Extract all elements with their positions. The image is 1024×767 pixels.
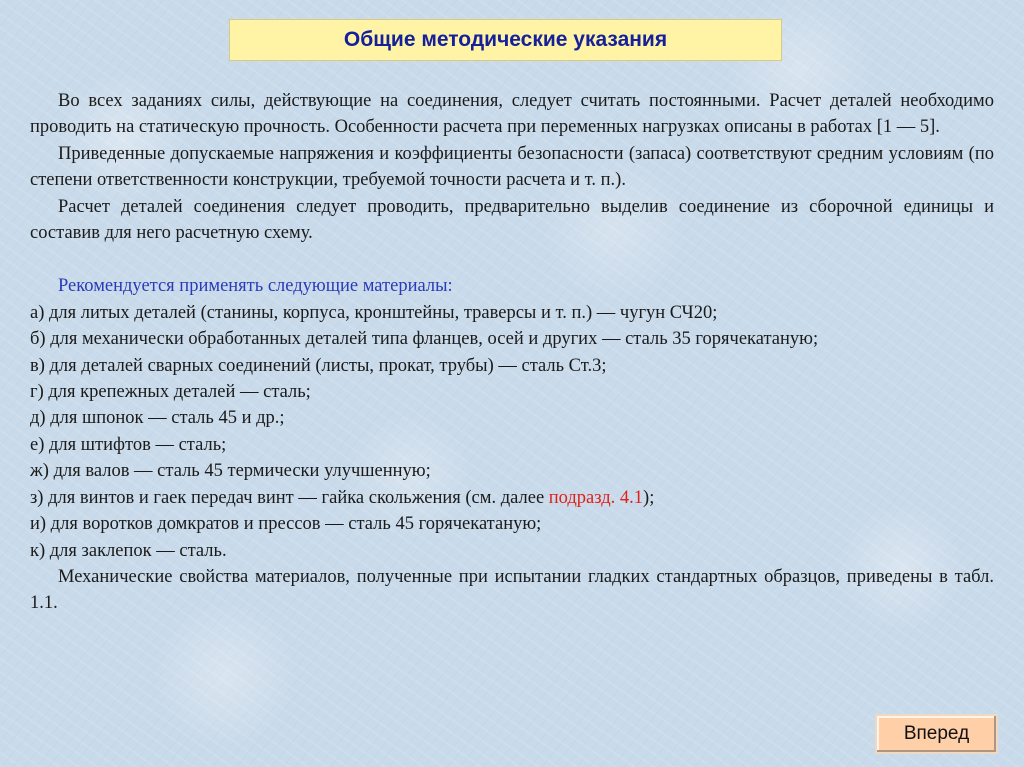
material-item-a: а) для литых деталей (станины, корпуса, кронштейны, траверсы и т. п.) — чугун СЧ20;: [30, 302, 718, 323]
page-title: Общие методические указания: [343, 28, 668, 51]
material-item-g: г) для крепежных деталей — сталь;: [30, 382, 311, 403]
material-item-i: и) для воротков домкратов и прессов — сталь 45 горячекатаную;: [30, 514, 542, 535]
paragraph-calculation-scheme: Расчет деталей соединения следует проводить, предварительно выделив соединение из сборочной единицы и составив для него расчетную схему.: [30, 196, 994, 244]
material-item-d: д) для шпонок — сталь 45 и др.;: [30, 408, 285, 429]
material-item-z-end: );: [643, 487, 655, 508]
title-banner: [229, 19, 782, 61]
material-item-e: е) для штифтов — сталь;: [30, 434, 227, 455]
content-body: [30, 88, 994, 617]
paragraph-loads: Во всех заданиях силы, действующие на соединения, следует считать постоянными. Расчет деталей необходимо проводить на статическую прочность. Особенности расчета при переменных нагрузках описаны в работах [1 — 5].: [30, 91, 994, 138]
materials-intro: Рекомендуется применять следующие материалы:: [58, 276, 453, 297]
spacer: [30, 246, 994, 273]
subsection-link[interactable]: подразд. 4.1: [548, 487, 644, 508]
material-item-b: б) для механически обработанных деталей типа фланцев, осей и других — сталь 35 горячекатаную;: [30, 329, 819, 350]
material-item-k: к) для заклепок — сталь.: [30, 540, 227, 561]
material-item-v: в) для деталей сварных соединений (листы, прокат, трубы) — сталь Ст.3;: [30, 355, 607, 376]
paragraph-allowable-stresses: Приведенные допускаемые напряжения и коэффициенты безопасности (запаса) соответствуют средним условиям (по степени ответственности конструкции, требуемой точности расчета и т. п.).: [30, 143, 994, 191]
material-item-z: [30, 485, 994, 511]
material-item-zh: ж) для валов — сталь 45 термически улучшенную;: [30, 461, 431, 482]
paragraph-mechanical-properties: Механические свойства материалов, полученные при испытании гладких стандартных образцов, приведены в табл. 1.1.: [30, 566, 994, 614]
next-button[interactable]: Вперед: [875, 714, 998, 754]
material-item-z-text: з) для винтов и гаек передач винт — гайка скольжения (см. далее: [30, 487, 549, 508]
